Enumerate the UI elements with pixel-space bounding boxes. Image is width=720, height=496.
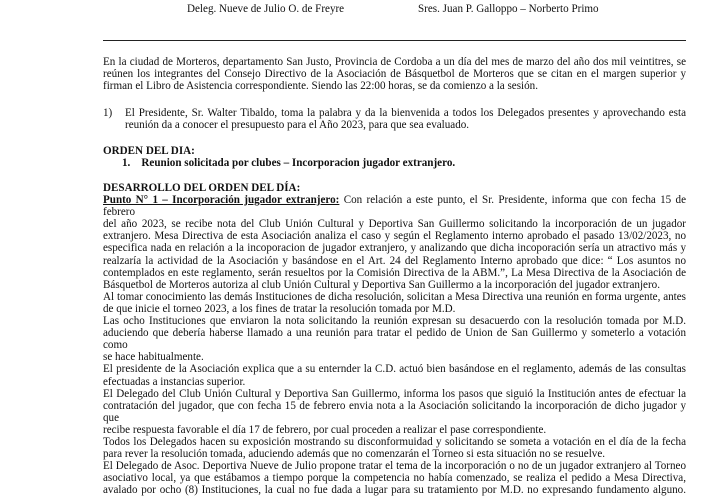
- desarrollo-line: Las ocho Instituciones que enviaron la nota solicitando la reunión expresan su desacuerdo con la resolución tomada por M.D.: [103, 315, 686, 328]
- item-1-paragraph: [103, 107, 686, 133]
- intro-line: En la ciudad de Morteros, departamento San Justo, Provincia de Cordoba a un día del mes de marzo del año dos mil veintitres, se: [103, 56, 686, 68]
- orden-section: [103, 145, 686, 169]
- header-delegate-left: Deleg. Nueve de Julio O. de Freyre: [187, 3, 345, 15]
- orden-item: [103, 157, 686, 169]
- desarrollo-line: Con relación a este punto, el Sr. Presidente, informa que con fecha 15 de febrero: [103, 194, 686, 219]
- intro-paragraph: [103, 56, 686, 92]
- orden-item-number: 1.: [122, 157, 131, 170]
- desarrollo-line: para rever la resolución tomada, aduciendo además que no comenzarán el Torneo si esta situación no se resuelve.: [103, 448, 606, 461]
- desarrollo-line: se hace habitualmente.: [103, 351, 204, 364]
- desarrollo-line: Todos los Delegados hacen su exposición mostrando su disconformuidad y solicitando se someta a votación en el día de la fecha: [103, 435, 686, 448]
- orden-item-text: Reunion solicitada por clubes – Incorporacion jugador extranjero.: [141, 157, 456, 170]
- desarrollo-line: de que inicie el torneo 2023, a los fines de tratar la resolución tomada por M.D.: [103, 302, 456, 315]
- desarrollo-line: extranjero. Mesa Directiva de esta Asociación analiza el caso y según el Reglamento interno aprobado el pasado 13/02/2023, no: [103, 230, 686, 243]
- intro-line: firman el Libro de Asistencia correspondiente. Siendo las 22:00 horas, se da comienzo a la sesión.: [103, 80, 539, 93]
- desarrollo-first-line: [103, 194, 686, 218]
- header-delegates-right: Sres. Juan P. Galloppo – Norberto Primo: [418, 3, 599, 15]
- desarrollo-line: realzaría la actividad de la Asociación y basándose en el Art. 24 del Reglamento Interno aprobado que dice: “ Los asuntos no: [103, 254, 686, 267]
- desarrollo-line: efectuadas a instancias superior.: [103, 375, 246, 388]
- header-divider: [103, 40, 686, 41]
- item-1-line: El Presidente, Sr. Walter Tibaldo, toma la palabra y da la bienvenida a todos los Delegados presentes y aprovechando esta: [125, 107, 686, 119]
- desarrollo-line: asociativo local, ya que estábamos a tiempo porque la competencia no había comenzado, se realiza el pedido a Mesa Directiva,: [103, 472, 686, 485]
- desarrollo-line: del año 2023, se recibe nota del Club Unión Cultural y Deportiva San Guillermo solicitando la incorporación de un jugador: [103, 218, 686, 231]
- desarrollo-line: recibe respuesta favorable el día 17 de febrero, por cual proceden a realizar el pase correspondiente.: [103, 423, 547, 436]
- desarrollo-line: avalado por ocho (8) Instituciones, la cual no fue dada a lugar para su tratamiento por M.D. no expresando fundamento alguno.: [103, 484, 686, 496]
- orden-heading: ORDEN DEL DIA:: [103, 145, 195, 157]
- item-1-number: 1): [103, 107, 113, 119]
- desarrollo-heading: DESARROLLO DEL ORDEN DEL DÍA:: [103, 182, 301, 194]
- desarrollo-section: [103, 182, 686, 496]
- desarrollo-line: especifica nada en relación a la incoporacion de jugador extranjero, y analizando que dicha incoporación sería un atractivo más y: [103, 242, 686, 255]
- desarrollo-line: contemplados en este reglamento, serán resueltos por la Comisión Directiva de la ABM.”, La Mesa Directiva de la Asociación de: [103, 266, 686, 279]
- desarrollo-line: El Delegado del Club Unión Cultural y Deportiva San Guillermo, informa los pasos que siguió la Institución antes de efectuar la: [103, 387, 686, 400]
- desarrollo-line: contratación del jugador, que con fecha 15 de febrero envia nota a la Asociación solicitando la incorporación de dicho jugador y que: [103, 399, 686, 424]
- intro-line: reúnen los integrantes del Consejo Directivo de la Asociación de Básquetbol de Morteros que se citan en el margen superior y: [103, 68, 686, 81]
- desarrollo-line: El Delegado de Asoc. Deportiva Nueve de Julio propone tratar el tema de la incorporación o no de un jugador extranjero al Torneo: [103, 460, 686, 473]
- desarrollo-line: Básquetbol de Morteros autoriza al club Unión Cultural y Deportiva San Guillermo a la incorporación del jugador extranjero.: [103, 278, 660, 291]
- item-1-line: reunión da a conocer el presupuesto para el Año 2023, para que sea evaluado.: [125, 119, 470, 132]
- point-1-label: Punto N° 1 – Incorporación jugador extranjero:: [103, 194, 340, 207]
- desarrollo-line: El presidente de la Asociación explica que a su enternder la C.D. actuó bien basándose en el reglamento, además de las consultas: [103, 363, 686, 376]
- desarrollo-line: aduciendo que debería haberse llamado a una reunión para tratar el pedido de Union de San Guillermo y someterlo a votación como: [103, 327, 686, 352]
- desarrollo-line: Al tomar conocimiento las demás Instituciones de dicha resolución, solicitan a Mesa Directiva una reunión en forma urgente, antes: [103, 290, 686, 303]
